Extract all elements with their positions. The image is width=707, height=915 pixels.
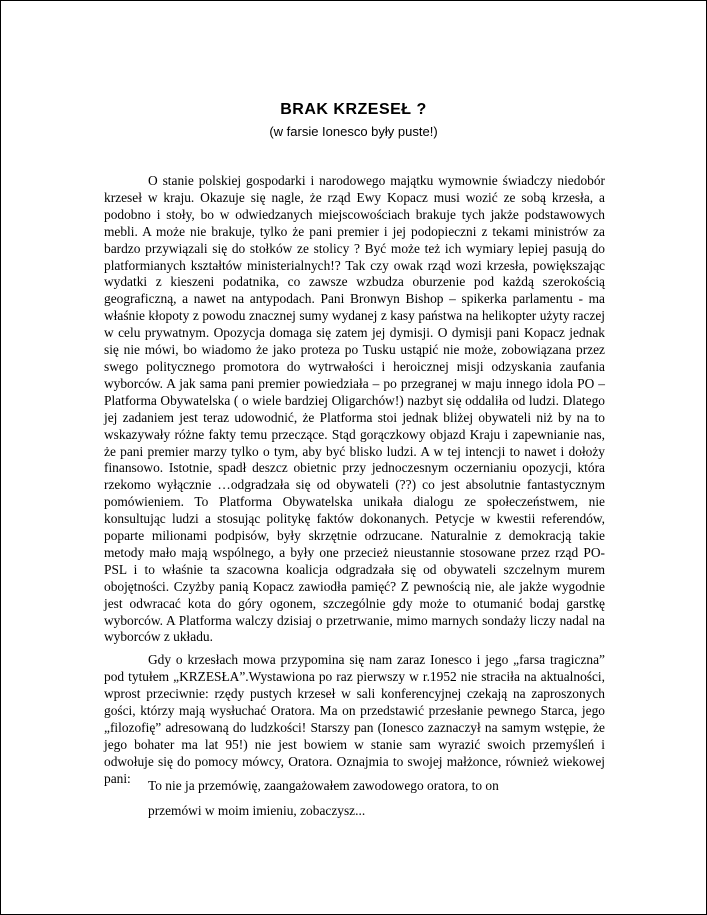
paragraph-1: O stanie polskiej gospodarki i narodowego majątku wymownie świadczy niedobór krzeseł w kraju. Okazuje się nagle, że rząd Ewy Kopacz musi wozić ze sobą krzesła, a podobno i stoły, bo w odwiedzanych miejscowościach brakuje tych jakże podstawowych mebli. A może nie brakuje, tylko że pani premier i jej podopieczni z tekami ministrów za bardzo przywiązali się do stołków ze stolicy ? Być może też ich wymiary lepiej pasują do platformianych kształtów ministerialnych!? Tak czy owak rząd wozi krzesła, powiększając wydatki z kieszeni podatnika, co zawsze wzbudza oburzenie pod każdą szerokością geograficzną, a nawet na antypodach. Pani Bronwyn Bishop – spikerka parlamentu - ma właśnie kłopoty z powodu znacznej sumy wydanej z kasy państwa na helikopter użyty raczej w celu prywatnym. Opozycja domaga się zatem jej dymisji. O dymisji pani Kopacz jednak się nie mówi, bo wiadomo że jako proteza po Tusku ustąpić nie może, zobowiązana przez swego politycznego promotora do wytrwałości i heroicznej misji odzyskania zaufania wyborców. A jak sama pani premier powiedziała – po przegranej w maju innego idola PO – Platforma Obywatelska ( o wiele bardziej Oligarchów!) nazbyt się oddaliła od ludzi. Dlatego jej zadaniem jest teraz udowodnić, że Platforma stoi jednak bliżej obywateli niż by na to wskazywały różne fakty temu przeczące. Stąd gorączkowy objazd Kraju i zapewnianie nas, że pani premier marzy tylko o tym, aby być blisko ludzi. A w tej intencji to nawet i dołoży finansowo. Istotnie, spadł deszcz obietnic przy jednoczesnym oczernianiu opozycji, która rzekomo wyłącznie …odgradzała się od obywateli (??) co jest absolutnie fantastycznym pomówieniem. To Platforma Obywatelska unikała dialogu ze społeczeństwem, nie konsultując ludzi a stosując politykę faktów dokonanych. Petycje w kwestii referendów, poparte milionami podpisów, były skrzętnie odrzucane. Naturalnie z demokracją takie metody mało mają wspólnego, a były one przecież nieustannie stosowane przez rząd PO-PSL i to właśnie ta szacowna koalicja odgradzała się od obywateli szczelnym murem obojętności. Czyżby panią Kopacz zawiodła pamięć? Z pewnością nie, ale jakże wygodnie jest odwracać kota do góry ogonem, szczególnie gdy może to otumanić bodaj garstkę wyborców. A Platforma walczy dzisiaj o przetrwanie, mimo marnych sondaży liczy nadal na wyborców z układu. bbox=[104, 173, 605, 645]
document-title: BRAK KRZESEŁ ? bbox=[280, 101, 427, 118]
quote-line-2: przemówi w moim imieniu, zobaczysz... bbox=[148, 803, 366, 818]
document-body bbox=[104, 173, 605, 788]
paragraph-2: Gdy o krzesłach mowa przypomina się nam zaraz Ionesco i jego „farsa tragiczna” pod tytułem „KRZESŁA”.Wystawiona po raz pierwszy w r.1952 nie straciła na aktualności, wprost przeciwnie: rzędy pustych krzeseł w sali konferencyjnej czekają na zaproszonych gości, którzy mają wysłuchać Oratora. Ma on przedstawić przesłanie pewnego Starca, jego „filozofię” adresowaną do ludzkości! Starszy pan (Ionesco zaznaczył na samym wstępie, że jego bohater ma lat 95!) nie jest bowiem w stanie sam wyrazić swoich przemyśleń i odwołuje się do pomocy mówcy, Oratora. Oznajmia to swojej małżonce, również wiekowej pani: bbox=[104, 652, 605, 786]
document-subtitle: (w farsie Ionesco były puste!) bbox=[269, 124, 438, 139]
quote-line-1: To nie ja przemówię, zaangażowałem zawodowego oratora, to on bbox=[148, 778, 499, 793]
